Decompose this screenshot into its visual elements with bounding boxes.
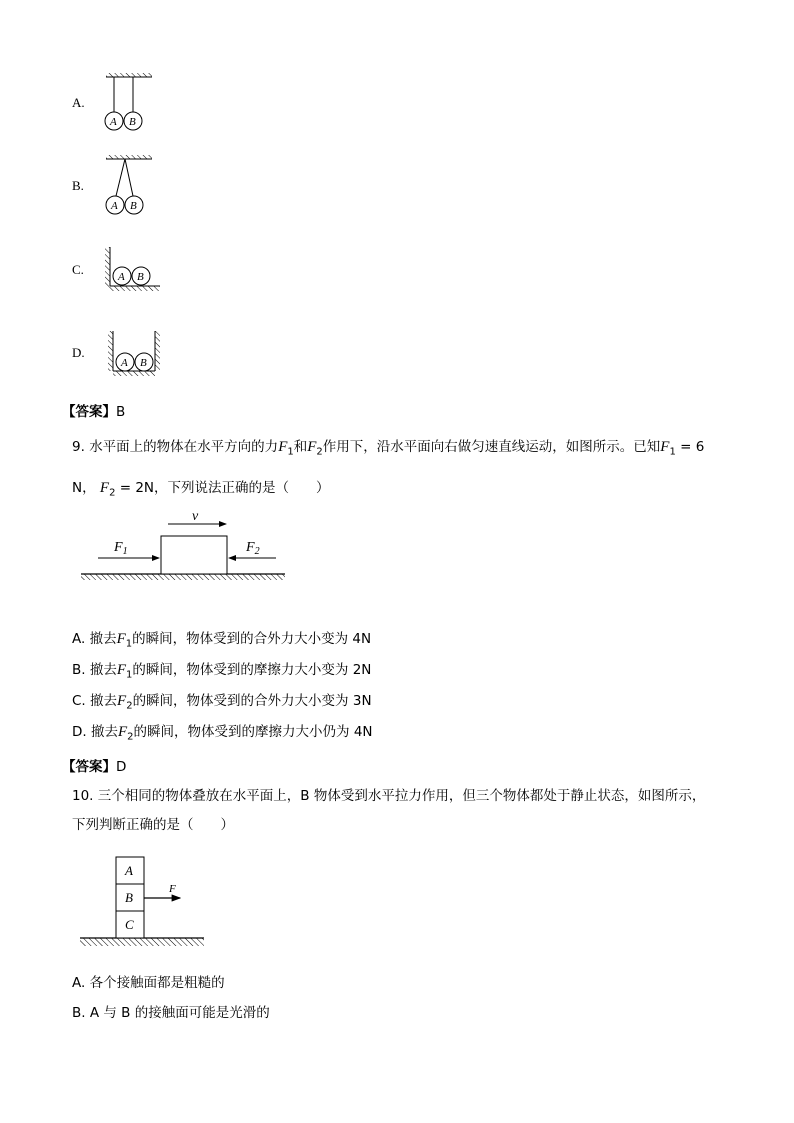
diagram-option-d bbox=[100, 327, 168, 381]
option-b-label: B. bbox=[72, 178, 84, 193]
f1-label: $F_1$ bbox=[114, 540, 128, 557]
diagram-option-a bbox=[100, 70, 160, 134]
q9-option-b: B. 撤去$F_1$的瞬间，物体受到的摩擦力大小变为 2N bbox=[72, 662, 372, 681]
answer-q8: 【答案】B bbox=[62, 404, 126, 420]
answer-q9: 【答案】D bbox=[62, 759, 127, 775]
q9-stem-line2: N， $F_2 = 2N$，下列说法正确的是（ ） bbox=[72, 480, 330, 499]
q9-option-d: D. 撤去$F_2$的瞬间，物体受到的摩擦力大小仍为 4N bbox=[72, 724, 373, 743]
q10-option-b: B. A 与 B 的接触面可能是光滑的 bbox=[72, 1005, 270, 1021]
svg-text:A: A bbox=[121, 357, 128, 369]
q9-option-a: A. 撤去$F_1$的瞬间，物体受到的合外力大小变为 4N bbox=[72, 631, 372, 650]
q10-diagram bbox=[76, 852, 208, 952]
block-a-label: A bbox=[125, 863, 133, 878]
ball-a-label: A bbox=[110, 116, 117, 128]
option-a-label: A. bbox=[72, 95, 85, 110]
option-d-label: D. bbox=[72, 345, 85, 360]
diagram-option-c bbox=[100, 244, 164, 294]
q10-stem-line2: 下列判断正确的是（ ） bbox=[72, 817, 234, 833]
diagram-option-b bbox=[100, 152, 160, 218]
svg-text:B: B bbox=[130, 200, 137, 212]
q9-stem-line1: 9. 水平面上的物体在水平方向的力$F_1$和$F_2$作用下，沿水平面向右做匀速直线运动，如图所示。已知$F_1 = 6$ bbox=[72, 439, 705, 458]
svg-text:A: A bbox=[118, 271, 125, 283]
svg-text:B: B bbox=[137, 271, 144, 283]
q9-diagram bbox=[76, 504, 290, 588]
q9-option-c: C. 撤去$F_2$的瞬间，物体受到的合外力大小变为 3N bbox=[72, 693, 372, 712]
ball-b-label: B bbox=[129, 116, 136, 128]
velocity-label: v bbox=[192, 509, 199, 524]
block-b-label: B bbox=[125, 890, 133, 905]
f2-label: $F_2$ bbox=[246, 540, 260, 557]
svg-text:A: A bbox=[111, 200, 118, 212]
force-f-label: F bbox=[169, 883, 176, 895]
block-c-label: C bbox=[125, 917, 134, 932]
svg-text:B: B bbox=[140, 357, 147, 369]
q10-stem-line1: 10. 三个相同的物体叠放在水平面上，B 物体受到水平拉力作用，但三个物体都处于静止状态，如图所示， bbox=[72, 788, 706, 804]
q10-option-a: A. 各个接触面都是粗糙的 bbox=[72, 975, 225, 991]
option-c-label: C. bbox=[72, 262, 84, 277]
